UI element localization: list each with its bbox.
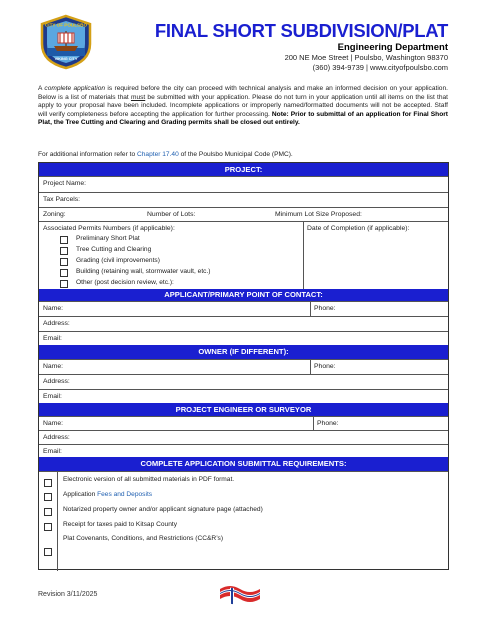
pmc-reference: For additional information refer to Chapter 17.40 of the Poulsbo Municipal Code (PMC). [38,151,293,158]
seal-text-bottom: VIKING CITY [54,57,78,61]
permit-label-other: Other (post decision review, etc.): [76,279,174,286]
owner-name-label: Name: [43,363,64,370]
req-label-signature: Notarized property owner and/or applicant signature page (attached) [63,506,263,513]
project-name-row[interactable] [39,176,448,192]
owner-name-row[interactable] [39,359,448,374]
permit-checkbox-building[interactable] [60,269,68,277]
engineer-address-label: Address: [43,434,70,441]
applicant-section-heading: APPLICANT/PRIMARY POINT OF CONTACT: [39,289,448,301]
applicant-address-row[interactable] [39,316,448,331]
engineer-section-heading: PROJECT ENGINEER OR SURVEYOR [39,403,448,416]
permit-checkbox-other[interactable] [60,280,68,288]
seal-text-top: CITY OF POULSBO [44,22,88,28]
lot-size-label: Minimum Lot Size Proposed: [275,211,362,218]
req-checkbox-tax-receipt[interactable] [44,523,52,531]
permit-label-tree-cutting: Tree Cutting and Clearing [76,246,152,253]
owner-email-row[interactable] [39,389,448,403]
engineer-name-label: Name: [43,420,64,427]
tax-parcels-label: Tax Parcels: [43,196,81,203]
req-checkbox-ccrs[interactable] [44,548,52,556]
req-checkbox-application[interactable] [44,493,52,501]
owner-address-row[interactable] [39,374,448,389]
page-title: FINAL SHORT SUBDIVISION/PLAT [154,20,448,41]
applicant-name-label: Name: [43,305,64,312]
requirements-section-heading: COMPLETE APPLICATION SUBMITTAL REQUIREMENTS: [39,457,448,471]
department-contact: (360) 394-9739 | www.cityofpoulsbo.com [312,63,448,72]
req-checkbox-signature[interactable] [44,508,52,516]
permits-label: Associated Permits Numbers (if applicable): [43,225,175,232]
permit-label-building: Building (retaining wall, stormwater vault, etc.) [76,268,211,275]
fees-deposits-link[interactable]: Fees and Deposits [97,491,153,498]
req-label-ccrs: Plat Covenants, Conditions, and Restrictions (CC&R’s) [63,535,224,542]
applicant-address-label: Address: [43,320,70,327]
engineer-address-row[interactable] [39,430,448,444]
revision-date: Revision 3/11/2025 [38,591,98,598]
applicant-email-row[interactable] [39,331,448,345]
req-label-tax-receipt: Receipt for taxes paid to Kitsap County [63,521,177,528]
completion-date-label[interactable]: Date of Completion (if applicable): [307,225,410,232]
owner-email-label: Email: [43,393,62,400]
req-label-pdf: Electronic version of all submitted materials in PDF format. [63,476,235,483]
req-label-application: Application Fees and Deposits [63,491,153,498]
engineer-name-row[interactable] [39,416,448,430]
department-address: 200 NE Moe Street | Poulsbo, Washington 98370 [284,53,448,62]
owner-section-heading: OWNER (IF DIFFERENT): [39,345,448,359]
permit-label-grading: Grading (civil improvements) [76,257,160,264]
req-checkbox-pdf[interactable] [44,479,52,487]
owner-address-label: Address: [43,378,70,385]
applicant-email-label: Email: [43,335,62,342]
department-name: Engineering Department [337,42,448,53]
engineer-email-label: Email: [43,448,62,455]
applicant-phone-label: Phone: [314,305,336,312]
permit-label-preliminary: Preliminary Short Plat [76,235,140,242]
permits-row [39,221,448,289]
zoning-label: Zoning: [43,211,66,218]
application-form [38,162,449,570]
permit-checkbox-grading[interactable] [60,258,68,266]
zoning-row[interactable] [39,207,448,221]
city-seal-logo [38,14,94,70]
intro-paragraph: A complete application is required before the city can proceed with technical analysis and make an informed decision on your application. Below is a list of materials that must be submitted with your application. Please do not turn in your application until all items on the list that apply to your proposal have been included. Incomplete applications or improperly named/formatted documents will not be accepted. Staff will verify completeness before accepting the application for further processing. Note: Prior to submittal of an application for Final Short Plat, the Tree Cutting and Clearing and Grading permits shall be closed out entirely. [38,85,448,127]
pmc-chapter-link[interactable]: Chapter 17.40 [136,151,179,158]
project-name-label: Project Name: [43,180,87,187]
tax-parcels-row[interactable] [39,192,448,207]
engineer-email-row[interactable] [39,444,448,457]
permit-checkbox-tree-cutting[interactable] [60,247,68,255]
norwegian-flag-ribbon-icon [218,583,262,605]
owner-phone-label: Phone: [314,363,336,370]
permit-checkbox-preliminary[interactable] [60,236,68,244]
applicant-name-row[interactable] [39,301,448,316]
project-section-heading: PROJECT: [39,163,448,176]
engineer-phone-label: Phone: [317,420,339,427]
requirements-list [39,471,448,571]
lots-label: Number of Lots: [147,211,196,218]
